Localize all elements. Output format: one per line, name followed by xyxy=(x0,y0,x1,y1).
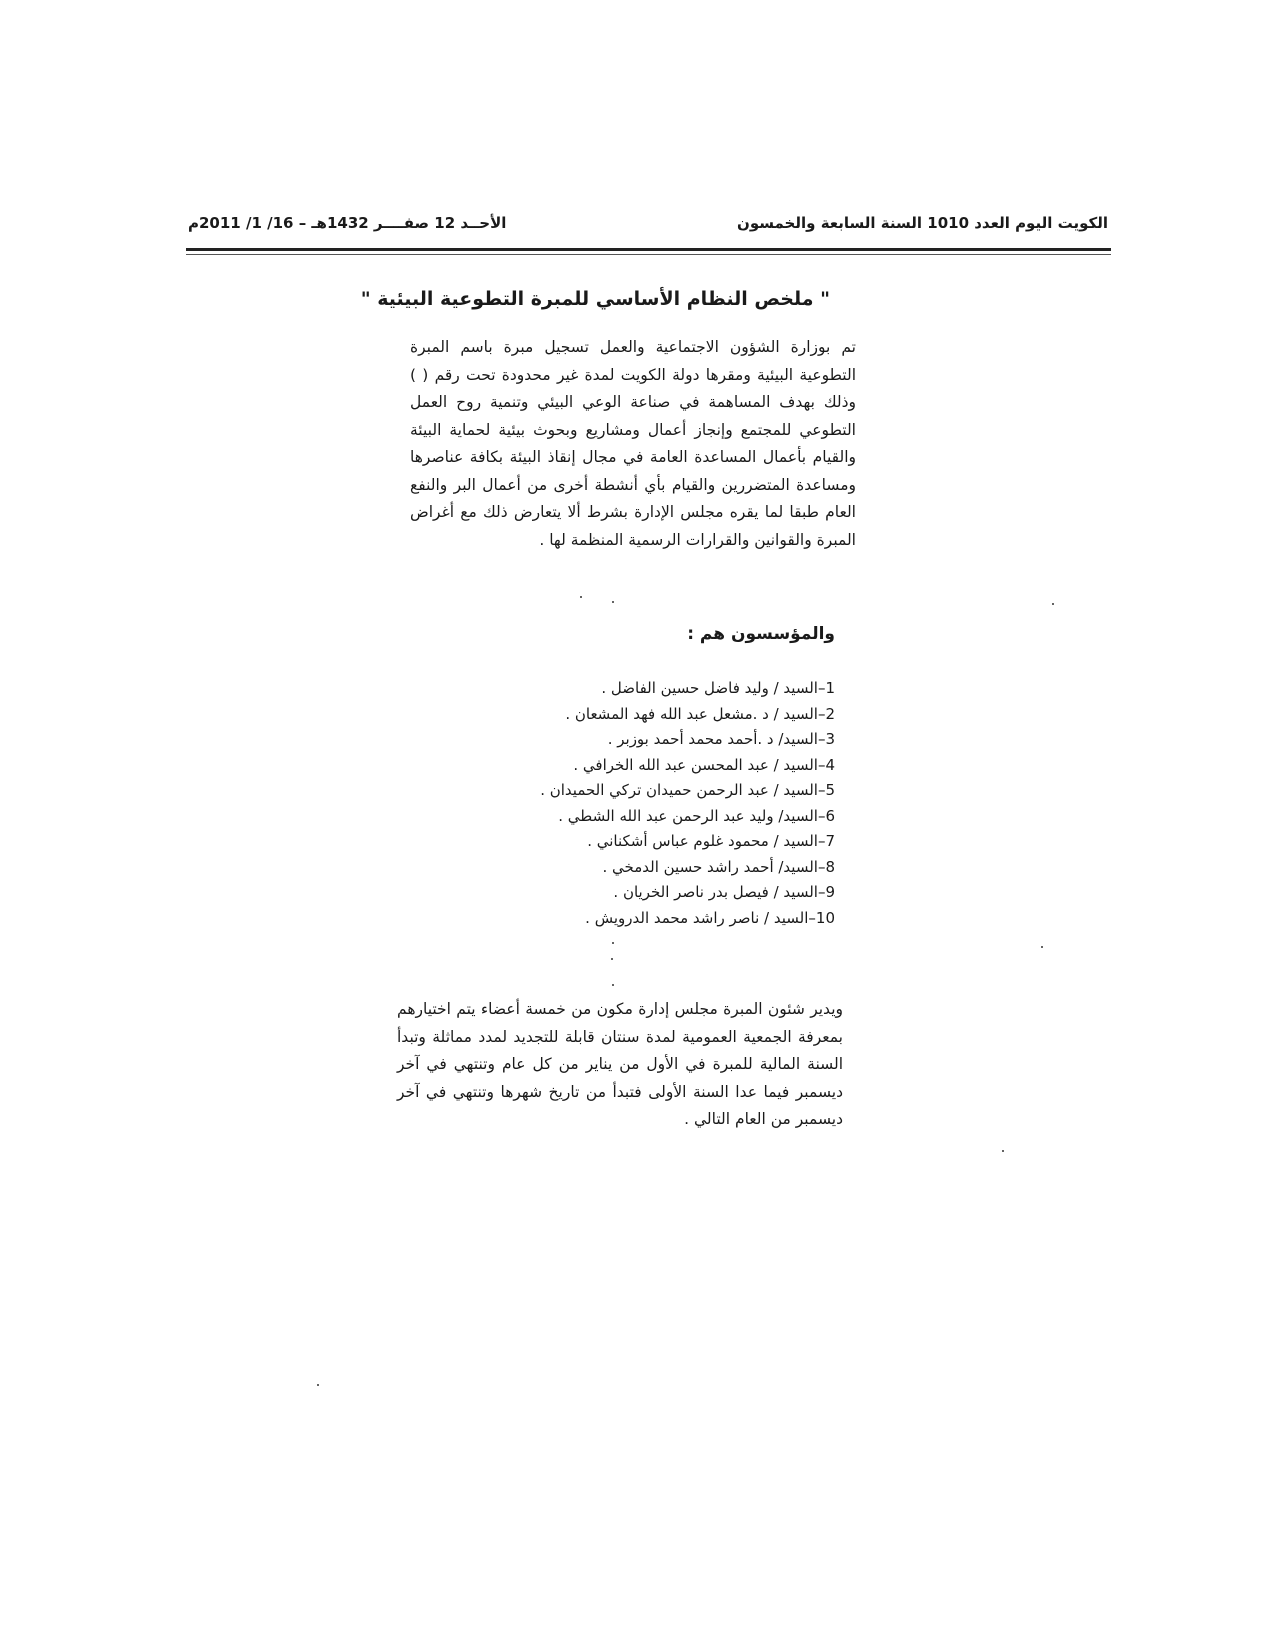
list-item: 4–السيد / عبد المحسن عبد الله الخرافي . xyxy=(573,755,835,774)
scan-speck xyxy=(612,984,614,986)
scan-speck xyxy=(611,958,613,960)
list-item: 8–السيد/ أحمد راشد حسين الدمخي . xyxy=(602,857,835,876)
scan-speck xyxy=(1041,946,1043,948)
scan-speck xyxy=(317,1384,319,1386)
header-rule-thin xyxy=(186,254,1111,255)
page-header xyxy=(188,214,1108,244)
list-item: 3–السيد/ د .أحمد محمد أحمد بوزبر . xyxy=(607,730,835,748)
management-paragraph: ويدير شئون المبرة مجلس إدارة مكون من خمسة أعضاء يتم اختيارهم بمعرفة الجمعية العمومية لمدة سنتان قابلة للتجديد لمدد مماثلة وتبدأ السنة المالية للمبرة في الأول من يناير من كل عام وتنتهي في آخر ديسمبر فيما عدا السنة الأولى فتبدأ من تاريخ شهرها وتنتهي في آخر ديسمبر من العام التالي . xyxy=(397,1000,843,1128)
scan-speck xyxy=(580,596,582,598)
list-item: 9–السيد / فيصل بدر ناصر الخريان . xyxy=(613,883,835,901)
list-item: 7–السيد / محمود غلوم عباس أشكناني . xyxy=(587,832,835,850)
intro-paragraph: تم بوزارة الشؤون الاجتماعية والعمل تسجيل مبرة باسم المبرة التطوعية البيئية ومقرها دولة الكويت لمدة غير محدودة تحت رقم ( ) وذلك بهدف المساهمة في صناعة الوعي البيئي وتنمية روح العمل التطوعي للمجتمع وإنجاز أعمال ومشاريع وبحوث بيئية لحماية البيئة والقيام بأعمال المساعدة العامة في مجال إنقاذ البيئة بكافة عناصرها ومساعدة المتضررين والقيام بأي أنشطة أخرى من أعمال البر والنفع العام طبقا لما يقره مجلس الإدارة بشرط ألا يتعارض ذلك مع أغراض المبرة والقوانين والقرارات الرسمية المنظمة لها . xyxy=(410,338,856,549)
list-item: 1–السيد / وليد فاضل حسين الفاضل . xyxy=(601,679,835,697)
list-item: 10–السيد / ناصر راشد محمد الدرويش . xyxy=(585,908,835,927)
scan-speck xyxy=(1002,1150,1004,1152)
header-rule xyxy=(186,248,1111,251)
founders-heading: والمؤسسون هم : xyxy=(687,624,835,644)
scan-speck xyxy=(612,942,614,944)
scan-speck xyxy=(612,601,614,603)
list-item: 2–السيد / د .مشعل عبد الله فهد المشعان . xyxy=(565,704,835,723)
publication-info: الكويت اليوم العدد 1010 السنة السابعة والخمسون xyxy=(737,214,1108,232)
issue-date: الأحــد 12 صفــــر 1432هـ – 16/ 1/ 2011م xyxy=(188,214,507,232)
list-item: 6–السيد/ وليد عبد الرحمن عبد الله الشطي . xyxy=(558,806,835,825)
list-item: 5–السيد / عبد الرحمن حميدان تركي الحميدان . xyxy=(540,781,835,799)
scan-speck xyxy=(1052,603,1054,605)
document-title: " ملخص النظام الأساسي للمبرة التطوعية البيئية " xyxy=(360,288,830,310)
founders-list xyxy=(415,676,835,931)
